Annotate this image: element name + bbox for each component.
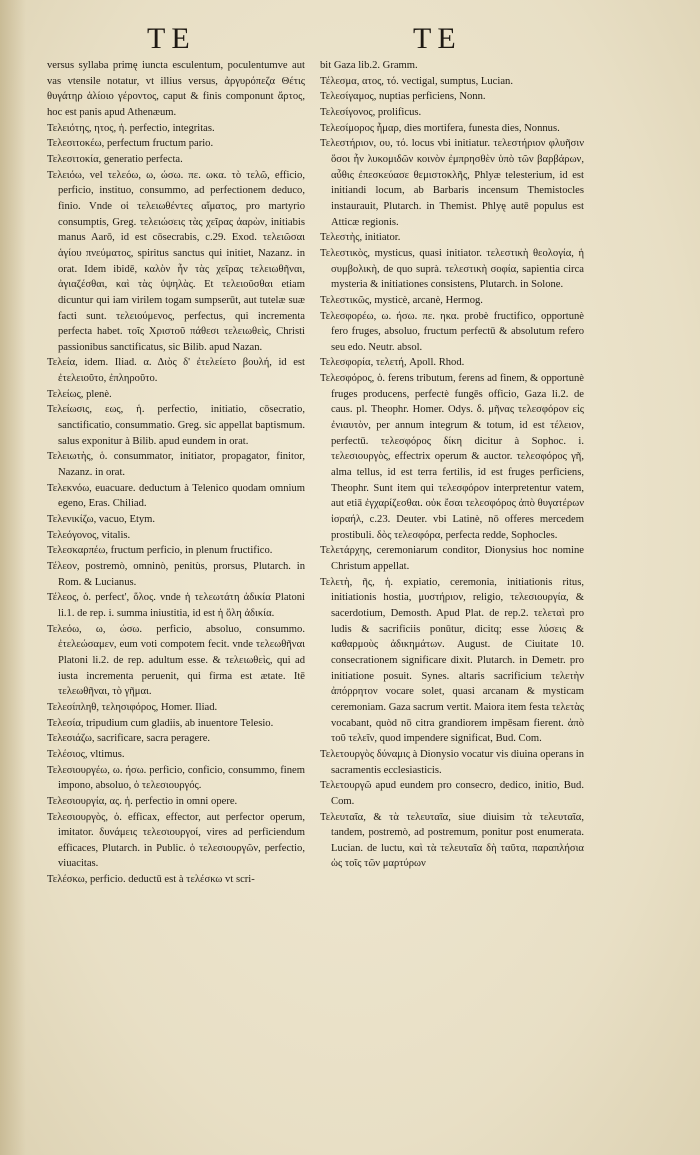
dictionary-entry: Τελευταῖα, & τὰ τελευταῖα, siue diuisim τὰ τελευταῖα, tandem, postremò, ad postremum, ponitur post enumerata. Lucian. de luctu, καὶ τὰ τελευταῖα δὴ ταῦτα, παραπλήσια ὡς τοῖς τῶν μαρτύρων bbox=[320, 811, 584, 870]
dictionary-entry: Τελεκνόω, euacuare. deductum à Telenico quodam omnium egeno, Eras. Chiliad. bbox=[47, 482, 305, 510]
dictionary-entry: bit Gaza lib.2. Gramm. bbox=[320, 60, 418, 71]
dictionary-entry: Τελεστήριον, ου, τό. locus vbi initiatur. τελεστήριον φλυῆσιν ὅσοι ἦν λυκομιδῶν κοινὸν ἐμπρησθὲν ὑπὸ τῶν βαρβάρων, αὖθις ἐπεσκεύασε θεμιστοκλῆς, Phlyæ telesterium, id est initiandi locum, ab Barbaris incensum Themistocles instaurauit, Plutarch. in Themist. Phlyę autē populus est Atticæ regionis. bbox=[320, 138, 584, 228]
dictionary-entry: Τελενικίζω, vacuo, Etym. bbox=[47, 514, 156, 526]
dictionary-entry: Τελετουργῶ apud eundem pro consecro, dedico, initio, Bud. Com. bbox=[320, 780, 584, 807]
dictionary-entry: Τελεσφόρος, ὁ. ferens tributum, ferens ad finem, & opportunè fruges producens, perfectè fungēs officio, Gaza li.2. de caus. pl. Theophr. Homer. Odys. δ. μῆνας τελεσφόρον εἰς ἐνιαυτὸν, per annum integrum & totum, id est τέλειον, perfectū. τελεσφόρος δίκη dicitur à Sophoc. i. τελεσιουργὸς, effectrix operum & auctor. τελεσφόρος γῆ, alma tellus, id est terra fertilis, id est fruges perficiens, Theophr. Sunt item qui τελεσφόρον interpretentur vatem, aut etiā ἐγχαρίζεσθαι. οὐκ ἔσαι τελεσφόρος ἀπὸ θυγατέρων ἰσραήλ, c.23. Deuter. vbi Latinè, nō offeres mercedem prostibuli. δὸς τελεσφόρα, perfecta redde, Sophocles. bbox=[320, 373, 584, 541]
dictionary-entry: Τελείως, plenè. bbox=[47, 388, 112, 400]
dictionary-entry: Τελείωσις, εως, ἡ. perfectio, initiatio, cōsecratio, sanctificatio, consummatio. Greg. sic appellat baptismum. salus exponitur à Bilib. apud eundem in orat. bbox=[47, 404, 305, 447]
dictionary-entry: Τέλεος, ὁ. perfect', ὅλος. vnde ἡ τελεωτάτη ἀδικία Platoni li.1. de rep. i. summa iniustitia, id est ἡ ὅλη ἀδικία. bbox=[47, 592, 305, 619]
dictionary-entry: Τελεόγονος, vitalis. bbox=[47, 529, 131, 541]
dictionary-entry: Τελετουργὸς δύναμις à Dionysio vocatur vis diuina operans in sacramentis ecclesiasticis. bbox=[320, 748, 584, 776]
dictionary-entry: Τελετάρχης, ceremoniarum conditor, Dionysius hoc nomine Christum appellat. bbox=[320, 545, 584, 572]
dictionary-entry: Τελεστὴς, initiator. bbox=[320, 232, 401, 244]
dictionary-entry: Τελεσιουργία, ας. ἡ. perfectio in omni opere. bbox=[47, 795, 238, 807]
page-edge-shadow bbox=[0, 0, 26, 1155]
dictionary-entry: Τελεσιάζω, sacrificare, sacra peragere. bbox=[47, 733, 211, 745]
running-head-left: TE bbox=[147, 22, 196, 55]
dictionary-entry: Τελειόω, vel τελεόω, ω, ώσω. πε. ωκα. τὸ τελῶ, efficio, perficio, instituo, consummo, ad perfectionem deduco, finio. Vnde οἱ τελειωθέντες αἵματος, pro martyrio consumptis, Greg. τελειώσεις τὰς χεῖρας ἀαρὼν, initiabis manus Aarō, id est cōsecrabis, c.29. Exod. τελειῶσαι ἁγίου πνεύματος, spiritus sanctus qui initiet, Nazanz. in orat. Idem ibidē, καλὸν ἦν τὰς χεῖρας τελειωθῆναι, ἀγιαζέσθαι, καὶ τὰς ὑψηλὰς. Et τελειοῦσθαι etiam dicuntur qui iam virilem togam sumpserūt, aut tutelæ suæ facti sunt. τελειούμενος, perfectus, qui incrementa perfecta habet. τοῖς Χριστοῦ πάθεσι τελειωθεὶς, Christi passionibus sanctificatus, sic Bilib. apud Nazan. bbox=[47, 169, 305, 353]
dictionary-entry: Τελεσφορέω, ω. ήσω. πε. ηκα. probè fructifico, opportunè fero fruges, absoluo, fructum perfectū & absolutum refero seu edo. Neutr. absol. bbox=[320, 310, 584, 353]
running-head-right: TE bbox=[413, 22, 462, 55]
dictionary-entry: Τελεσιτοκέω, perfectum fructum pario. bbox=[47, 138, 214, 150]
dictionary-entry: Τέλεον, postremò, omninò, penitùs, prorsus, Plutarch. in Rom. & Lucianus. bbox=[47, 561, 305, 588]
dictionary-entry: Τελειωτὴς, ὁ. consummator, initiator, propagator, finitor, Nazanz. in orat. bbox=[47, 451, 305, 479]
dictionary-entry: Τελεσία, tripudium cum gladiis, ab inuentore Telesio. bbox=[47, 717, 274, 729]
dictionary-entry: Τελεσίγονος, prolificus. bbox=[320, 106, 422, 118]
dictionary-entry: Τέλεσμα, ατος, τό. vectigal, sumptus, Lucian. bbox=[320, 75, 513, 87]
dictionary-entry: Τελειότης, ητος, ἡ. perfectio, integritas. bbox=[47, 122, 215, 134]
dictionary-entry: Τελεσίγαμος, nuptias perficiens, Nonn. bbox=[320, 91, 486, 103]
dictionary-entry: Τελετὴ, ῆς, ἡ. expiatio, ceremonia, initiationis ritus, initiationis hostia, μυστήριον, religio, τελεσιουργία, & sacerdotium, Demosth. Apud Plat. de rep.2. τελεταὶ pro ludis & sacrificiis ponūtur, dicitq; esse λύσεις & καθαρμοὺς ἀδικημάτων. August. de Ciuitate 10. consecrationem significare dixit. Plutarch. in Demetr. pro initiatione posuit. Synes. altaris sacrificium τελετὴν ἀπόρρητον vocare solet, quasi arcanam & mysticam ceremoniam. Gaza sacrum vertit. Maiora item festa τελετὰς vocabant, quòd nō citra grandiorem impēsam fierent. ἀπὸ τοῦ τελεῖν, quod impendere significat, Bud. Com. bbox=[320, 576, 584, 745]
dictionary-entry: Τελεία, idem. Iliad. α. Διὸς δ' ἐτελείετο βουλή, id est ἐτελειοῦτο, ἐπληροῦτο. bbox=[47, 357, 305, 385]
dictionary-entry: Τελεσιτοκία, generatio perfecta. bbox=[47, 153, 183, 165]
dictionary-entry: Τελέσκω, perficio. deductū est à τελέσκω vt scri- bbox=[47, 874, 255, 886]
dictionary-entry: Τελεσίπληθ, τελησιφόρος, Homer. Iliad. bbox=[47, 701, 218, 713]
dictionary-entry: Τελεσιουργέω, ω. ήσω. perficio, conficio, consummo, finem impono, absoluo, ὁ τελεσιουργός. bbox=[47, 764, 305, 792]
dictionary-entry: Τελεστικῶς, mysticè, arcanè, Hermog. bbox=[320, 294, 483, 306]
dictionary-entry: Τελεσκαρπέω, fructum perficio, in plenum fructifico. bbox=[47, 545, 273, 557]
dictionary-entry: Τελεσίμορος ἦμαρ, dies mortifera, funesta dies, Nonnus. bbox=[320, 122, 560, 134]
left-column bbox=[47, 58, 305, 888]
right-column bbox=[320, 58, 584, 872]
dictionary-entry: Τελεόω, ω, ώσω. perficio, absoluo, consummo. ἐτελεώσαμεν, eum voti compotem fecit. vnde τελεωθῆναι Platoni li.2. de rep. adultum esse. & τελειωθεὶς, qui ad iusta incrementa peruenit, qui firma est ætate. Itē τελεωθῆναι, τὸ γῆμαι. bbox=[47, 623, 305, 698]
dictionary-entry: Τελεσιουργὸς, ὁ. efficax, effector, aut perfector operum, imitator. δυνάμεις τελεσιουργοί, vires ad perficiendum efficaces, Plutarch. in Public. ὁ τελεσιουργῶν, perfectio, viuacitas. bbox=[47, 811, 305, 870]
dictionary-entry: Τελεστικὸς, mysticus, quasi initiator. τελεστικὴ θεολογία, ἡ συμβολικὴ, de quo suprà. τελεστικὴ σοφία, sapientia circa mysteria & initiationes consistens, Plutarch. in Solone. bbox=[320, 247, 584, 291]
dictionary-entry: Τελέσιος, vltimus. bbox=[47, 748, 125, 760]
dictionary-entry: versus syllaba primę iuncta esculentum, poculentumve aut vas vtensile notatur, vt illius versus, ἀργυρόπεζα Θέτις θυγάτηρ ἁλίοιο γέροντος, caput & finis componunt ἄρτος, hoc est panis apud Athenæum. bbox=[47, 60, 305, 118]
dictionary-entry: Τελεσφορία, τελετή, Apoll. Rhod. bbox=[320, 357, 465, 369]
